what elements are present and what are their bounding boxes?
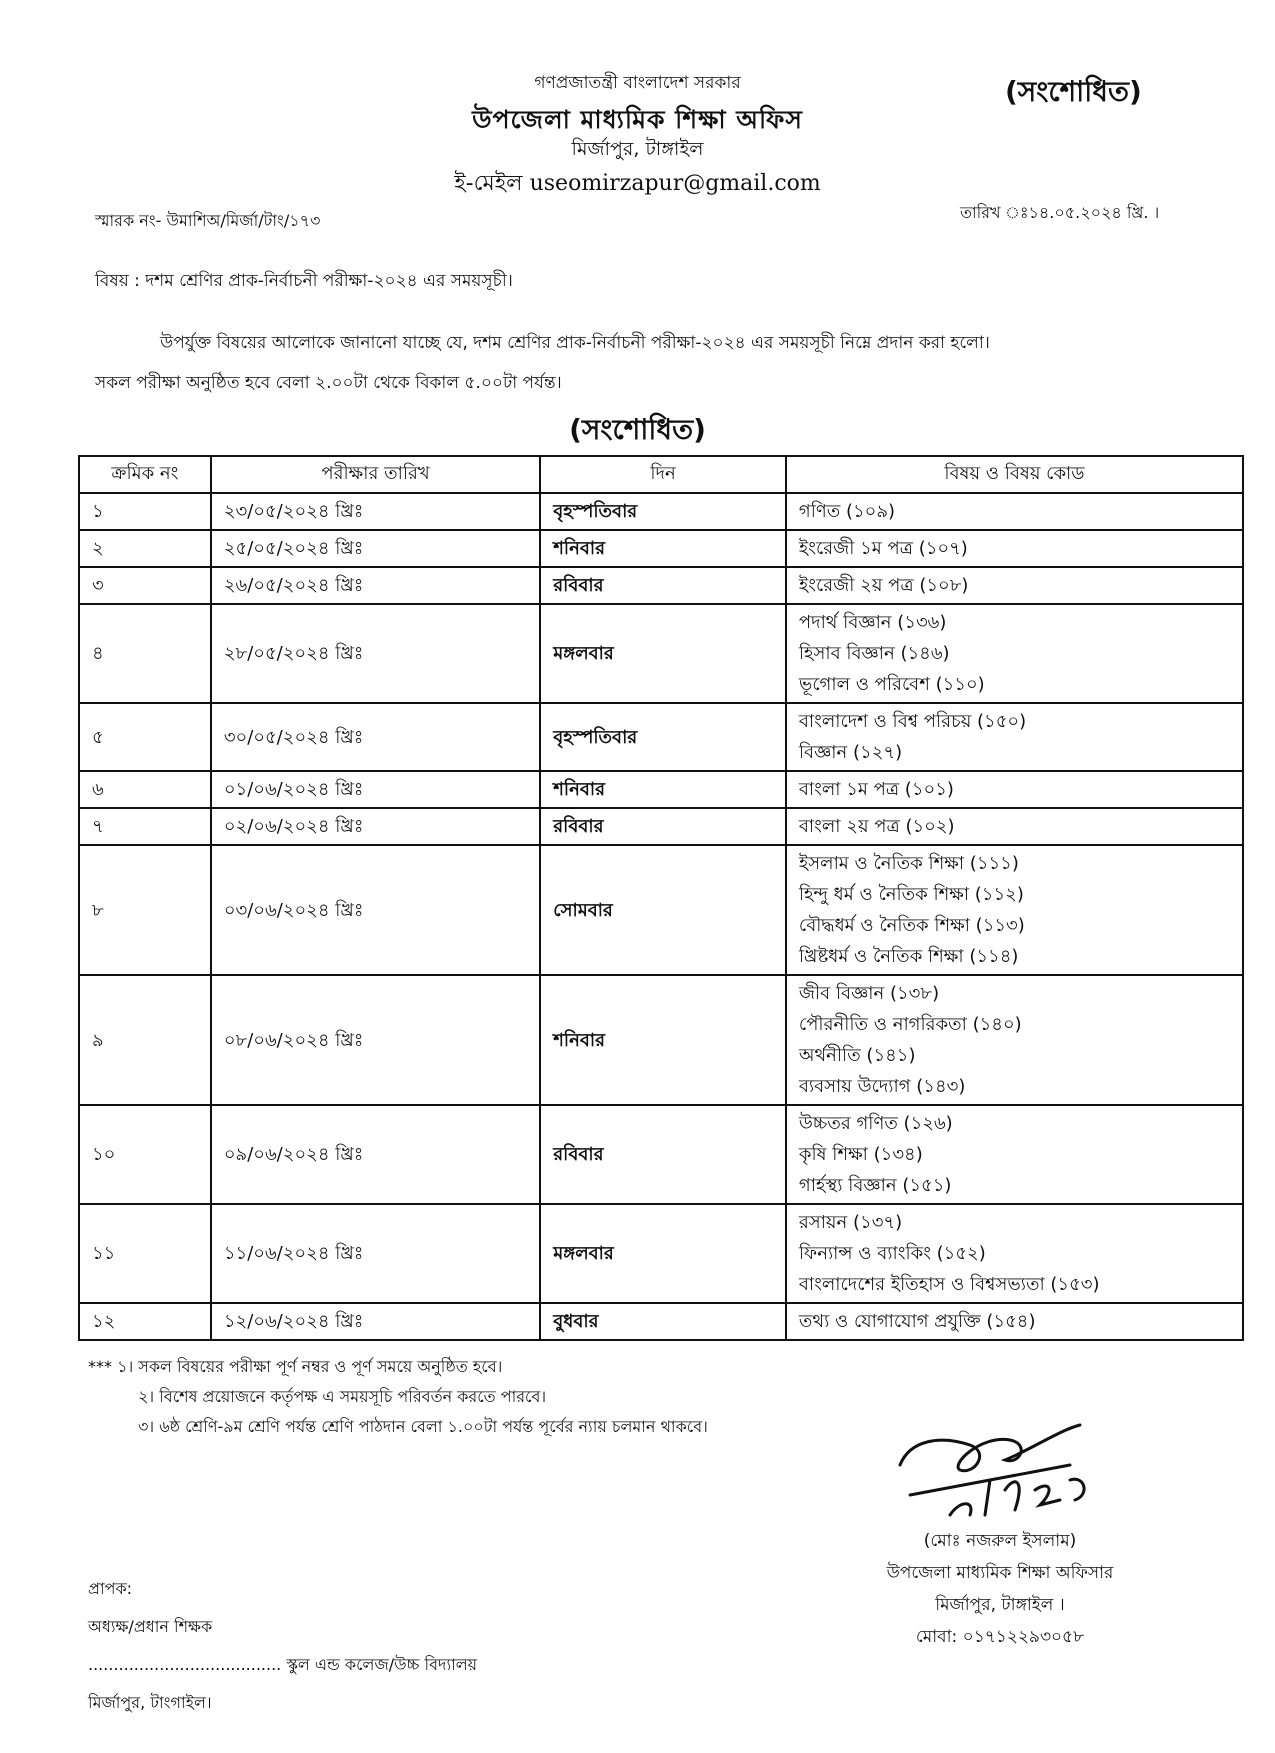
table-row [79, 1105, 1243, 1204]
date-cell: ১১/০৬/২০২৪ খ্রিঃ [211, 1204, 540, 1303]
subject-entry: হিন্দু ধর্ম ও নৈতিক শিক্ষা (১১২) [798, 884, 1024, 905]
recipient-location: মির্জাপুর, টাংগাইল। [88, 1693, 212, 1712]
subject-entry: খ্রিষ্টধর্ম ও নৈতিক শিক্ষা (১১৪) [798, 946, 1019, 967]
subject-entry: রসায়ন (১৩৭) [798, 1212, 903, 1233]
email-address: useomirzapur@gmail.com [529, 171, 821, 196]
subjects-cell [786, 1303, 1243, 1340]
subject-entry: গণিত (১০৯) [798, 501, 896, 522]
recipient-role: অধ্যক্ষ/প্রধান শিক্ষক [88, 1617, 213, 1636]
table-row [79, 604, 1243, 703]
table-row [79, 703, 1243, 771]
office-location: মির্জাপুর, টাঙ্গাইল [571, 138, 704, 160]
table-row [79, 975, 1243, 1105]
memo-number: স্মারক নং- উমাশিঅ/মির্জা/টাং/১৭৩ [95, 211, 321, 230]
exam-schedule-table [78, 455, 1244, 1341]
table-body [79, 493, 1243, 1340]
serial-cell: ৫ [79, 703, 211, 771]
subjects-cell [786, 808, 1243, 845]
recipient-institution: ...................................... স্কুল এন্ড কলেজ/উচ্চ বিদ্যালয় [88, 1655, 478, 1674]
date-cell: ২৫/০৫/২০২৪ খ্রিঃ [211, 530, 540, 567]
serial-cell: ১১ [79, 1204, 211, 1303]
subject-entry: বাংলা ১ম পত্র (১০১) [798, 779, 954, 800]
subject-entry: ব্যবসায় উদ্যোগ (১৪৩) [798, 1076, 966, 1097]
recipient-block [88, 1570, 477, 1722]
serial-cell: ২ [79, 530, 211, 567]
table-row [79, 808, 1243, 845]
subjects-cell [786, 567, 1243, 604]
signatory-block [840, 1525, 1160, 1653]
date-cell: ২৮/০৫/২০২৪ খ্রিঃ [211, 604, 540, 703]
office-name: উপজেলা মাধ্যমিক শিক্ষা অফিস [472, 105, 803, 134]
revised-stamp-top: (সংশোধিত) [1005, 75, 1142, 108]
table-row [79, 845, 1243, 975]
table-row [79, 530, 1243, 567]
subject-entry: বৌদ্ধধর্ম ও নৈতিক শিক্ষা (১১৩) [798, 915, 1025, 936]
header-subject: বিষয় ও বিষয় কোড [786, 456, 1243, 493]
government-name: গণপ্রজাতন্ত্রী বাংলাদেশ সরকার [534, 73, 741, 93]
table-row [79, 567, 1243, 604]
date-cell: ২৬/০৫/২০২৪ খ্রিঃ [211, 567, 540, 604]
day-cell: রবিবার [540, 567, 786, 604]
subjects-cell [786, 530, 1243, 567]
subject-entry: বাংলাদেশ ও বিশ্ব পরিচয় (১৫০) [798, 711, 1027, 732]
day-cell: শনিবার [540, 975, 786, 1105]
subject-entry: তথ্য ও যোগাযোগ প্রযুক্তি (১৫৪) [798, 1311, 1036, 1332]
subject-entry: ইসলাম ও নৈতিক শিক্ষা (১১১) [798, 853, 1019, 874]
day-cell: শনিবার [540, 771, 786, 808]
body-paragraph-1: উপর্যুক্ত বিষয়ের আলোকে জানানো যাচ্ছে যে, দশম শ্রেণির প্রাক-নির্বাচনী পরীক্ষা-২০২৪ এর সময়সূচী নিম্নে প্রদান করা হলো। [160, 333, 990, 353]
body-paragraph-2: সকল পরীক্ষা অনুষ্ঠিত হবে বেলা ২.০০টা থেকে বিকাল ৫.০০টা পর্যন্ত। [95, 373, 562, 393]
serial-cell: ৪ [79, 604, 211, 703]
date-cell: ৩০/০৫/২০২৪ খ্রিঃ [211, 703, 540, 771]
serial-cell: ৯ [79, 975, 211, 1105]
signatory-mobile: মোবা: ০১৭১২২৯৩০৫৮ [915, 1627, 1085, 1647]
signature [880, 1420, 1120, 1530]
signatory-name: (মোঃ নজরুল ইসলাম) [923, 1531, 1077, 1551]
subject-entry: পৌরনীতি ও নাগরিকতা (১৪০) [798, 1014, 1022, 1035]
note-1: *** ১। সকল বিষয়ের পরীক্ষা পূর্ণ নম্বর ও পূর্ণ সময়ে অনুষ্ঠিত হবে। [88, 1357, 503, 1376]
serial-cell: ৭ [79, 808, 211, 845]
serial-cell: ৩ [79, 567, 211, 604]
table-row [79, 493, 1243, 530]
day-cell: রবিবার [540, 808, 786, 845]
date-cell: ০১/০৬/২০২৪ খ্রিঃ [211, 771, 540, 808]
header-date: পরীক্ষার তারিখ [211, 456, 540, 493]
subject-entry: বাংলা ২য় পত্র (১০২) [798, 816, 955, 837]
subjects-cell [786, 1204, 1243, 1303]
date-cell: ১২/০৬/২০২৪ খ্রিঃ [211, 1303, 540, 1340]
subject-entry: ভূগোল ও পরিবেশ (১১০) [798, 674, 985, 695]
issue-date: তারিখ ঃ১৪.০৫.২০২৪ খ্রি. । [960, 203, 1160, 222]
email-label: ই-মেইল [454, 171, 523, 196]
subjects-cell [786, 1105, 1243, 1204]
subject-entry: হিসাব বিজ্ঞান (১৪৬) [798, 643, 950, 664]
day-cell: বৃহস্পতিবার [540, 703, 786, 771]
serial-cell: ১২ [79, 1303, 211, 1340]
subject-entry: ইংরেজী ২য় পত্র (১০৮) [798, 575, 969, 596]
date-cell: ২৩/০৫/২০২৪ খ্রিঃ [211, 493, 540, 530]
subject-entry: বিজ্ঞান (১২৭) [798, 742, 903, 763]
day-cell: মঙ্গলবার [540, 1204, 786, 1303]
subject-entry: উচ্চতর গণিত (১২৬) [798, 1113, 953, 1134]
subject-entry: অর্থনীতি (১৪১) [798, 1045, 916, 1066]
table-row [79, 771, 1243, 808]
subject-entry: কৃষি শিক্ষা (১৩৪) [798, 1144, 923, 1165]
subjects-cell [786, 845, 1243, 975]
day-cell: বৃহস্পতিবার [540, 493, 786, 530]
revised-stamp-table: (সংশোধিত) [569, 413, 706, 446]
date-cell: ০৯/০৬/২০২৪ খ্রিঃ [211, 1105, 540, 1204]
day-cell: শনিবার [540, 530, 786, 567]
subjects-cell [786, 604, 1243, 703]
table-row [79, 1204, 1243, 1303]
subject-entry: পদার্থ বিজ্ঞান (১৩৬) [798, 612, 947, 633]
subjects-cell [786, 975, 1243, 1105]
signatory-designation: উপজেলা মাধ্যমিক শিক্ষা অফিসার [886, 1563, 1114, 1583]
recipient-label: প্রাপক: [88, 1579, 133, 1598]
date-cell: ০২/০৬/২০২৪ খ্রিঃ [211, 808, 540, 845]
subject-entry: গার্হস্থ্য বিজ্ঞান (১৫১) [798, 1175, 952, 1196]
serial-cell: ৬ [79, 771, 211, 808]
day-cell: রবিবার [540, 1105, 786, 1204]
date-cell: ০৩/০৬/২০২৪ খ্রিঃ [211, 845, 540, 975]
subjects-cell [786, 703, 1243, 771]
office-email [0, 166, 1275, 203]
serial-cell: ৮ [79, 845, 211, 975]
header-day: দিন [540, 456, 786, 493]
subject-entry: ইংরেজী ১ম পত্র (১০৭) [798, 538, 968, 559]
subjects-cell [786, 493, 1243, 530]
signatory-location: মির্জাপুর, টাঙ্গাইল । [935, 1595, 1065, 1615]
serial-cell: ১০ [79, 1105, 211, 1204]
header-serial: ক্রমিক নং [79, 456, 211, 493]
note-3: ৩। ৬ষ্ঠ শ্রেণি-৯ম শ্রেণি পর্যন্ত শ্রেণি পাঠদান বেলা ১.০০টা পর্যন্ত পূর্বের ন্যায় চলমান থাকবে। [138, 1417, 708, 1436]
notes [88, 1352, 708, 1442]
note-2: ২। বিশেষ প্রয়োজনে কর্তৃপক্ষ এ সময়সূচি পরিবর্তন করতে পারবে। [138, 1387, 547, 1406]
table-row [79, 1303, 1243, 1340]
subject-entry: বাংলাদেশের ইতিহাস ও বিশ্বসভ্যতা (১৫৩) [798, 1274, 1100, 1295]
day-cell: বুধবার [540, 1303, 786, 1340]
day-cell: সোমবার [540, 845, 786, 975]
subject-entry: জীব বিজ্ঞান (১৩৮) [798, 983, 940, 1004]
date-cell: ০৮/০৬/২০২৪ খ্রিঃ [211, 975, 540, 1105]
subject-line: বিষয় : দশম শ্রেণির প্রাক-নির্বাচনী পরীক্ষা-২০২৪ এর সময়সূচী। [95, 271, 513, 291]
subjects-cell [786, 771, 1243, 808]
serial-cell: ১ [79, 493, 211, 530]
day-cell: মঙ্গলবার [540, 604, 786, 703]
subject-entry: ফিন্যান্স ও ব্যাংকিং (১৫২) [798, 1243, 986, 1264]
table-header-row [79, 456, 1243, 493]
